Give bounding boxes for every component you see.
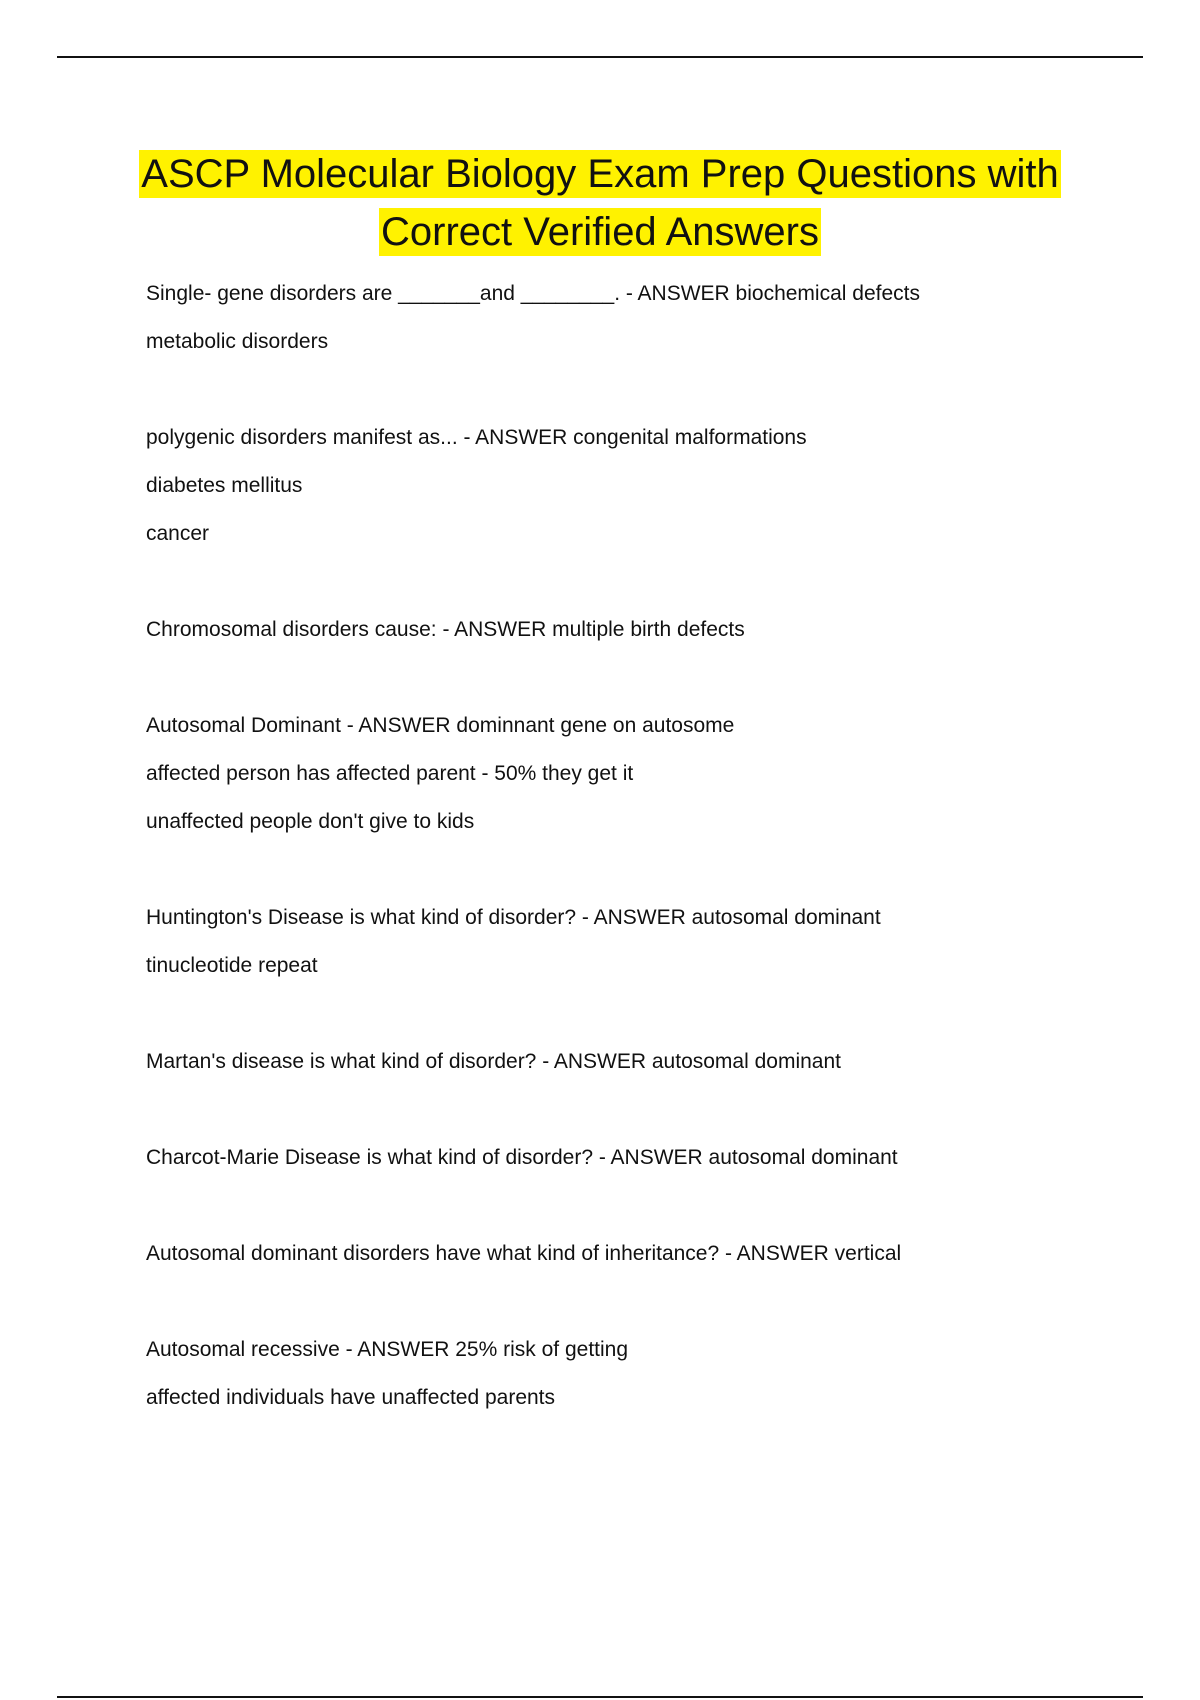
qa-line: Autosomal Dominant - ANSWER dominnant gene on autosome — [146, 714, 735, 737]
qa-item — [146, 414, 1106, 558]
qa-line: Martan's disease is what kind of disorder? - ANSWER autosomal dominant — [146, 1050, 841, 1073]
qa-item — [146, 1038, 1106, 1086]
page-bottom-rule — [57, 1696, 1143, 1698]
page-top-rule — [57, 56, 1143, 58]
qa-line: cancer — [146, 522, 210, 545]
qa-line: tinucleotide repeat — [146, 954, 318, 977]
qa-line: Autosomal recessive - ANSWER 25% risk of getting — [146, 1338, 629, 1361]
qa-item — [146, 270, 1106, 366]
qa-line: metabolic disorders — [146, 330, 329, 353]
qa-line: Autosomal dominant disorders have what kind of inheritance? - ANSWER vertical — [146, 1242, 902, 1265]
qa-line: polygenic disorders manifest as... - ANSWER congenital malformations — [146, 426, 807, 449]
title-line-2: Correct Verified Answers — [381, 210, 819, 254]
qa-line: Chromosomal disorders cause: - ANSWER multiple birth defects — [146, 618, 745, 641]
qa-item — [146, 702, 1106, 846]
qa-item — [146, 1230, 1106, 1278]
qa-line: Charcot-Marie Disease is what kind of disorder? - ANSWER autosomal dominant — [146, 1146, 898, 1169]
qa-line: affected person has affected parent - 50% they get it — [146, 762, 634, 785]
qa-item — [146, 1326, 1106, 1422]
qa-item — [146, 894, 1106, 990]
qa-item — [146, 606, 1106, 654]
title-line-1: ASCP Molecular Biology Exam Prep Questions with — [141, 152, 1059, 196]
qa-line: Huntington's Disease is what kind of disorder? - ANSWER autosomal dominant — [146, 906, 881, 929]
qa-line: affected individuals have unaffected parents — [146, 1386, 556, 1409]
qa-line: diabetes mellitus — [146, 474, 303, 497]
qa-line: Single- gene disorders are _______and ________. - ANSWER biochemical defects — [146, 282, 920, 305]
document-title — [100, 145, 1100, 261]
qa-list — [146, 270, 1106, 1470]
qa-line: unaffected people don't give to kids — [146, 810, 475, 833]
qa-item — [146, 1134, 1106, 1182]
